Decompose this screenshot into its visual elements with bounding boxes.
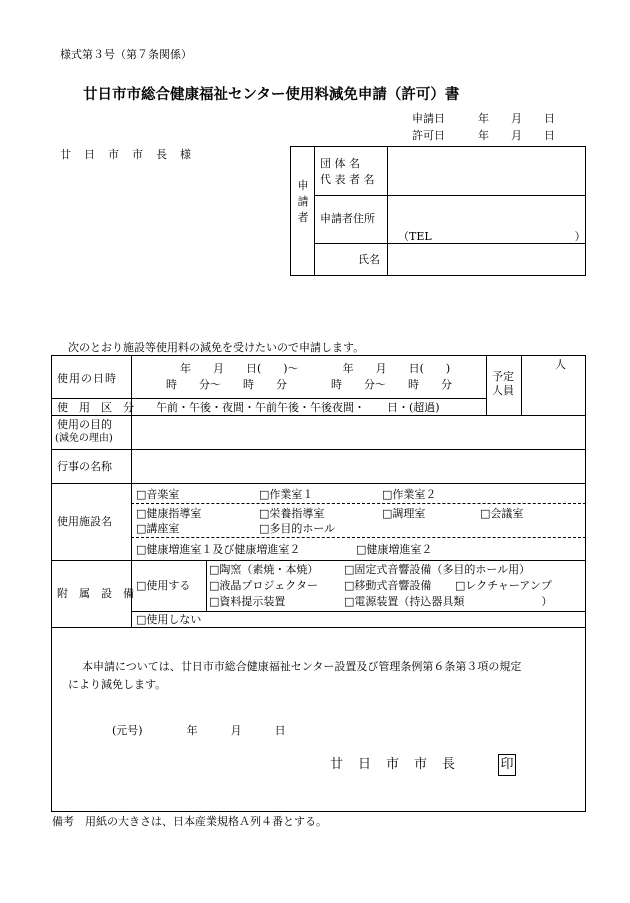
name-label: 氏名 xyxy=(358,253,380,266)
event-name-label: 行事の名称 xyxy=(57,460,112,473)
approval-text-line1: 本申請については、廿日市市総合健康福祉センター設置及び管理条例第６条第３項の規定 xyxy=(82,660,522,673)
facility-option[interactable]: □講座室 xyxy=(136,522,180,535)
name-field[interactable] xyxy=(390,245,585,275)
usage-time-line[interactable]: 時 分～ 時 分 時 分～ 時 分 xyxy=(166,378,452,391)
representative-label: 代 表 者 名 xyxy=(320,173,375,186)
equipment-use-option[interactable]: □使用する xyxy=(136,579,191,592)
purpose-label: 使用の目的 xyxy=(57,418,112,431)
group-name-field[interactable] xyxy=(390,147,585,194)
equipment-option[interactable]: □陶窯（素焼・本焼） xyxy=(209,563,319,576)
application-date: 申請日 年 月 日 xyxy=(412,112,555,125)
equipment-option[interactable]: □資料提示装置 xyxy=(209,595,286,608)
facility-option[interactable]: □会議室 xyxy=(480,507,524,520)
equipment-option[interactable]: □レクチャーアンプ xyxy=(455,579,552,592)
usage-datetime-label: 使用の日時 xyxy=(57,372,117,385)
usage-date-line[interactable]: 年 月 日( )～ 年 月 日( ) xyxy=(180,362,451,375)
usage-category-label: 使 用 区 分 xyxy=(57,401,134,414)
facility-option[interactable]: □音楽室 xyxy=(136,488,180,501)
facility-option[interactable]: □作業室１ xyxy=(259,488,314,501)
facility-option[interactable]: □調理室 xyxy=(382,507,426,520)
equipment-label: 附 属 設 備 xyxy=(57,587,134,600)
issuer-name: 廿 日 市 市 長 xyxy=(330,757,457,772)
equipment-option[interactable]: □液晶プロジェクター xyxy=(209,579,318,592)
facility-option[interactable]: □健康増進室２ xyxy=(356,543,433,556)
page-title: 廿日市市総合健康福祉センター使用料減免申請（許可）書 xyxy=(83,87,460,103)
intro-text: 次のとおり施設等使用料の減免を受けたいので申請します。 xyxy=(68,341,365,354)
approval-date: (元号) 年 月 日 xyxy=(112,724,286,737)
applicant-section-label: 申請者 xyxy=(297,179,309,224)
approval-text-line2: により減免します。 xyxy=(68,678,167,691)
footnote: 備考 用紙の大きさは、日本産業規格Ａ列４番とする。 xyxy=(52,815,327,828)
facility-option[interactable]: □多目的ホール xyxy=(259,522,336,535)
equipment-no-use-option[interactable]: □使用しない xyxy=(136,613,202,626)
equipment-option[interactable]: □電源装置（持込器具類 ） xyxy=(344,595,553,608)
attendance-field[interactable] xyxy=(524,372,584,412)
usage-category-options[interactable]: 午前・午後・夜間・午前午後・午後夜間・ 日・(超過) xyxy=(156,401,440,414)
purpose-field[interactable] xyxy=(134,418,584,447)
facility-option[interactable]: □栄養指導室 xyxy=(259,507,325,520)
tel-field[interactable]: （TEL ） xyxy=(398,230,586,243)
facility-option[interactable]: □健康増進室１及び健康増進室２ xyxy=(136,543,301,556)
equipment-option[interactable]: □固定式音響設備（多目的ホール用） xyxy=(344,563,531,576)
facility-option[interactable]: □作業室２ xyxy=(382,488,437,501)
attendance-unit: 人 xyxy=(555,358,566,371)
addressee: 廿 日 市 市 長 様 xyxy=(60,148,192,161)
facility-option[interactable]: □健康指導室 xyxy=(136,507,202,520)
facilities-label: 使用施設名 xyxy=(57,515,112,528)
purpose-note: (減免の理由) xyxy=(55,433,113,444)
group-name-label: 団 体 名 xyxy=(320,157,360,170)
form-number: 様式第３号（第７条関係） xyxy=(60,48,192,61)
address-label: 申請者住所 xyxy=(320,212,375,225)
expected-attendance-label: 予定人員 xyxy=(492,370,514,397)
permit-date: 許可日 年 月 日 xyxy=(412,129,555,142)
seal-stamp: 印 xyxy=(498,754,516,776)
equipment-option[interactable]: □移動式音響設備 xyxy=(344,579,432,592)
event-name-field[interactable] xyxy=(134,452,584,481)
